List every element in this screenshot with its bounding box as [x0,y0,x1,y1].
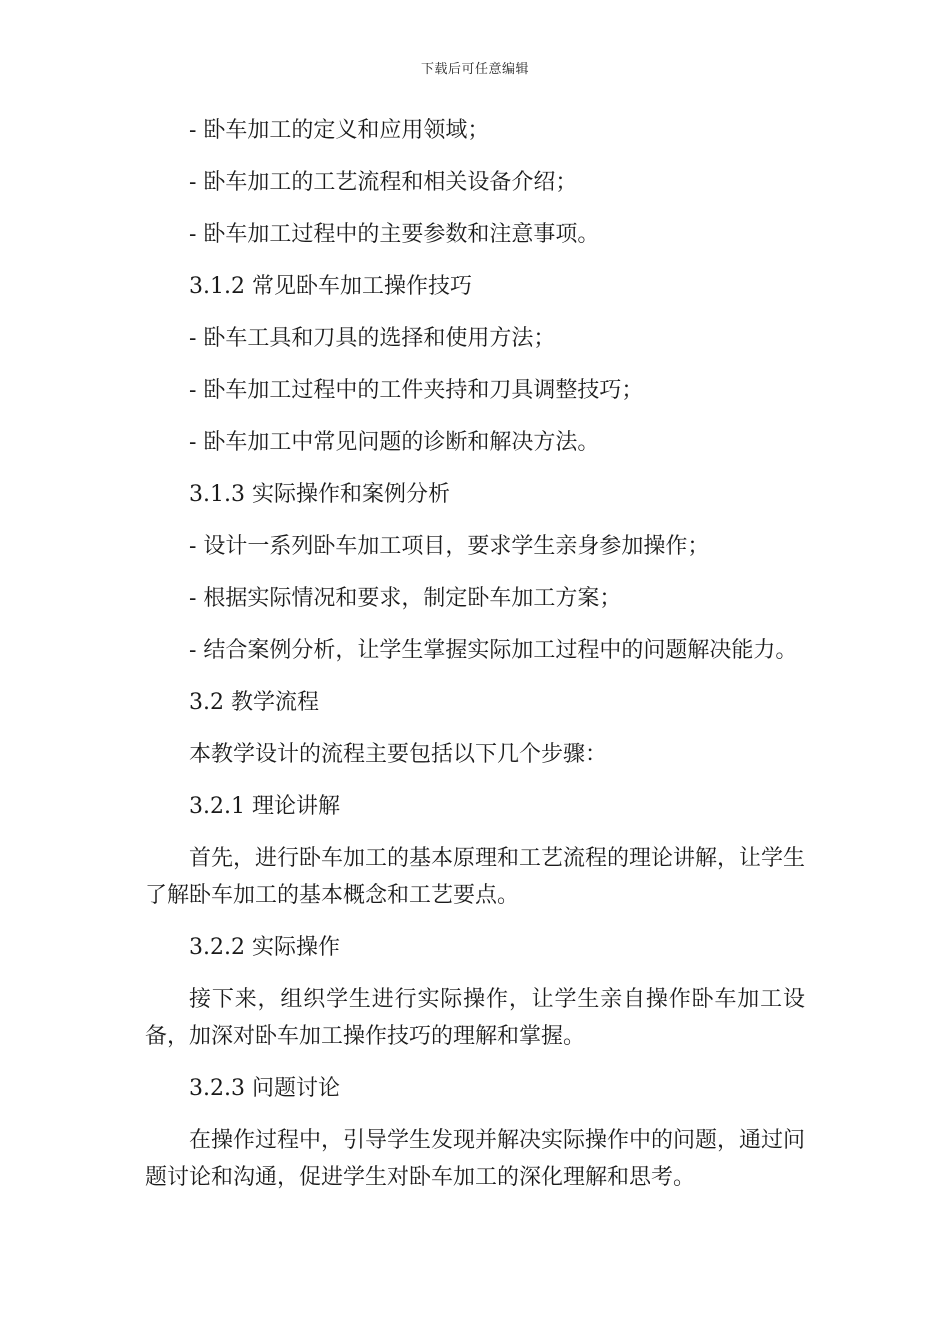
section-heading: 3.2.2 实际操作 [189,935,340,960]
section-heading: 3.1.2 常见卧车加工操作技巧 [189,274,472,299]
body-paragraph: 接下来，组织学生进行实际操作，让学生亲自操作卧车加工设备，加深对卧车加工操作技巧的理解和掌握。 [145,987,805,1049]
section-heading: 3.2 教学流程 [189,690,319,715]
list-item: - 卧车加工的工艺流程和相关设备介绍； [189,170,578,195]
list-item: - 根据实际情况和要求，制定卧车加工方案； [189,586,622,611]
list-item: - 卧车工具和刀具的选择和使用方法； [189,326,556,351]
list-item: - 卧车加工过程中的主要参数和注意事项。 [189,222,600,247]
list-item: - 结合案例分析，让学生掌握实际加工过程中的问题解决能力。 [189,638,798,663]
section-heading: 3.1.3 实际操作和案例分析 [189,482,450,507]
section-heading: 3.2.3 问题讨论 [189,1076,340,1101]
list-item: - 卧车加工的定义和应用领域； [189,118,490,143]
section-heading: 3.2.1 理论讲解 [189,794,340,819]
body-paragraph: 本教学设计的流程主要包括以下几个步骤： [189,742,608,767]
list-item: - 设计一系列卧车加工项目，要求学生亲身参加操作； [189,534,710,559]
document-body [145,112,805,1211]
list-item: - 卧车加工中常见问题的诊断和解决方法。 [189,430,600,455]
body-paragraph: 在操作过程中，引导学生发现并解决实际操作中的问题，通过问题讨论和沟通，促进学生对卧车加工的深化理解和思考。 [145,1128,806,1190]
list-item: - 卧车加工过程中的工件夹持和刀具调整技巧； [189,378,644,403]
body-paragraph: 首先，进行卧车加工的基本原理和工艺流程的理论讲解，让学生了解卧车加工的基本概念和工艺要点。 [145,846,806,908]
page-header: 下载后可任意编辑 [420,62,529,77]
